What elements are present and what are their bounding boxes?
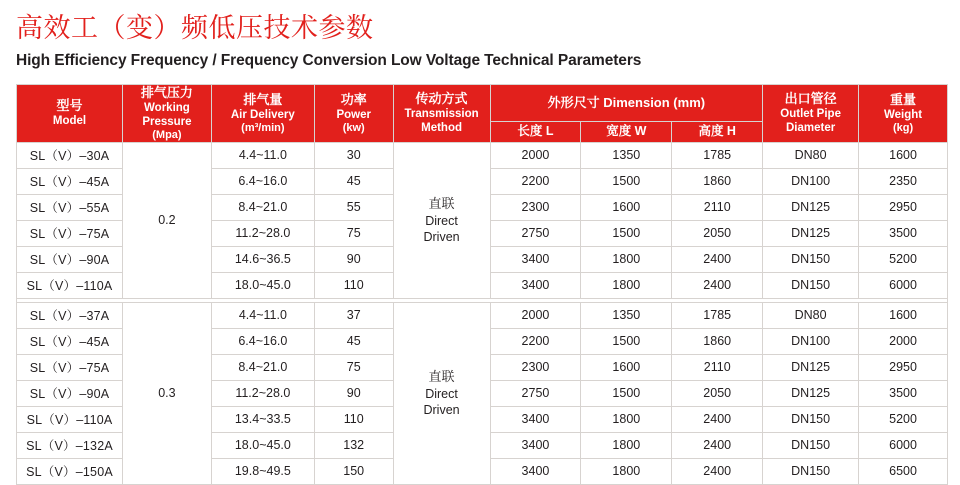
col-header-length: 长度 L [490, 121, 581, 142]
cell-length: 3400 [490, 432, 581, 458]
cell-power: 45 [314, 168, 393, 194]
cell-width: 1500 [581, 168, 672, 194]
col-header-dimension [490, 84, 763, 121]
cell-power: 110 [314, 272, 393, 298]
transmission-en-line1: Direct [425, 214, 458, 228]
cell-width: 1350 [581, 302, 672, 328]
cell-model: SL（V）–75A [17, 220, 123, 246]
cell-height: 1860 [672, 328, 763, 354]
col-header-width: 宽度 W [581, 121, 672, 142]
cell-air-delivery: 14.6~36.5 [211, 246, 314, 272]
cell-air-delivery: 4.4~11.0 [211, 142, 314, 168]
cell-air-delivery: 11.2~28.0 [211, 380, 314, 406]
cell-length: 2000 [490, 302, 581, 328]
cell-model: SL（V）–110A [17, 272, 123, 298]
cell-height: 1785 [672, 302, 763, 328]
cell-width: 1600 [581, 354, 672, 380]
cell-model: SL（V）–132A [17, 432, 123, 458]
cell-length: 2200 [490, 168, 581, 194]
col-header-pressure [123, 84, 212, 142]
col-header-model [17, 84, 123, 142]
cell-length: 2000 [490, 142, 581, 168]
cell-air-delivery: 6.4~16.0 [211, 328, 314, 354]
table-row [17, 302, 948, 328]
cell-height: 2400 [672, 246, 763, 272]
cell-working-pressure: 0.2 [123, 142, 212, 298]
col-header-air-delivery-cn: 排气量 [243, 91, 283, 107]
cell-air-delivery: 18.0~45.0 [211, 432, 314, 458]
cell-width: 1800 [581, 406, 672, 432]
col-header-power-en: Power [336, 108, 371, 121]
col-header-pressure-en: Working Pressure [142, 101, 192, 128]
col-header-weight-cn: 重量 [890, 91, 917, 107]
col-header-power [314, 84, 393, 142]
cell-power: 110 [314, 406, 393, 432]
col-header-transmission-cn: 传动方式 [415, 91, 468, 107]
cell-power: 75 [314, 220, 393, 246]
cell-weight: 3500 [859, 220, 948, 246]
col-header-pressure-cn: 排气压力 [140, 84, 193, 100]
cell-height: 1785 [672, 142, 763, 168]
cell-height: 2400 [672, 406, 763, 432]
transmission-en-line2: Driven [423, 230, 460, 245]
cell-weight: 6000 [859, 432, 948, 458]
cell-model: SL（V）–90A [17, 246, 123, 272]
cell-length: 3400 [490, 458, 581, 484]
cell-air-delivery: 8.4~21.0 [211, 194, 314, 220]
cell-length: 3400 [490, 246, 581, 272]
cell-outlet-pipe-diameter: DN150 [763, 246, 859, 272]
cell-outlet-pipe-diameter: DN80 [763, 142, 859, 168]
table-row [17, 142, 948, 168]
cell-weight: 6500 [859, 458, 948, 484]
cell-weight: 1600 [859, 142, 948, 168]
cell-outlet-pipe-diameter: DN125 [763, 380, 859, 406]
cell-air-delivery: 8.4~21.0 [211, 354, 314, 380]
cell-weight: 2350 [859, 168, 948, 194]
cell-height: 2400 [672, 458, 763, 484]
col-header-air-delivery [211, 84, 314, 142]
cell-model: SL（V）–45A [17, 168, 123, 194]
col-header-model-en: Model [52, 115, 87, 128]
technical-parameters-table [16, 84, 948, 485]
cell-air-delivery: 13.4~33.5 [211, 406, 314, 432]
transmission-cn: 直联 [428, 369, 455, 385]
cell-power: 90 [314, 380, 393, 406]
cell-air-delivery: 11.2~28.0 [211, 220, 314, 246]
cell-width: 1500 [581, 380, 672, 406]
cell-power: 30 [314, 142, 393, 168]
col-header-air-delivery-en: Air Delivery [230, 108, 295, 121]
cell-width: 1500 [581, 328, 672, 354]
cell-power: 75 [314, 354, 393, 380]
cell-working-pressure: 0.3 [123, 302, 212, 484]
cell-model: SL（V）–90A [17, 380, 123, 406]
cell-height: 2050 [672, 220, 763, 246]
page-title-en: High Efficiency Frequency / Frequency Conversion Low Voltage Technical Parameters [16, 51, 642, 69]
cell-outlet-pipe-diameter: DN100 [763, 168, 859, 194]
cell-power: 132 [314, 432, 393, 458]
col-header-height: 高度 H [672, 121, 763, 142]
cell-transmission-method [393, 142, 490, 298]
cell-length: 2750 [490, 220, 581, 246]
cell-model: SL（V）–30A [17, 142, 123, 168]
transmission-cn: 直联 [428, 196, 455, 212]
table-body [17, 142, 948, 484]
col-header-transmission [393, 84, 490, 142]
cell-length: 3400 [490, 272, 581, 298]
cell-air-delivery: 18.0~45.0 [211, 272, 314, 298]
cell-outlet-pipe-diameter: DN150 [763, 458, 859, 484]
cell-outlet-pipe-diameter: DN125 [763, 220, 859, 246]
col-header-power-unit: (kw) [342, 121, 365, 134]
cell-model: SL（V）–150A [17, 458, 123, 484]
col-header-pressure-unit: (Mpa) [152, 128, 182, 141]
col-header-power-cn: 功率 [340, 91, 367, 107]
cell-width: 1800 [581, 272, 672, 298]
col-header-outlet-en: Outlet Pipe Diameter [780, 108, 841, 135]
cell-weight: 2950 [859, 354, 948, 380]
cell-outlet-pipe-diameter: DN125 [763, 354, 859, 380]
cell-model: SL（V）–110A [17, 406, 123, 432]
transmission-en-line1: Direct [425, 387, 458, 401]
cell-weight: 1600 [859, 302, 948, 328]
cell-length: 2200 [490, 328, 581, 354]
cell-air-delivery: 19.8~49.5 [211, 458, 314, 484]
cell-height: 2400 [672, 272, 763, 298]
cell-model: SL（V）–75A [17, 354, 123, 380]
cell-model: SL（V）–45A [17, 328, 123, 354]
cell-length: 3400 [490, 406, 581, 432]
cell-power: 45 [314, 328, 393, 354]
cell-model: SL（V）–55A [17, 194, 123, 220]
cell-outlet-pipe-diameter: DN150 [763, 432, 859, 458]
header-row-1 [17, 84, 948, 121]
cell-height: 2110 [672, 194, 763, 220]
cell-model: SL（V）–37A [17, 302, 123, 328]
cell-outlet-pipe-diameter: DN100 [763, 328, 859, 354]
cell-outlet-pipe-diameter: DN150 [763, 406, 859, 432]
cell-outlet-pipe-diameter: DN80 [763, 302, 859, 328]
cell-weight: 3500 [859, 380, 948, 406]
cell-width: 1350 [581, 142, 672, 168]
col-header-air-delivery-unit: (m³/min) [241, 121, 285, 134]
page-title-cn: 高效工（变）频低压技术参数 [16, 13, 374, 43]
cell-weight: 2000 [859, 328, 948, 354]
cell-weight: 6000 [859, 272, 948, 298]
cell-power: 90 [314, 246, 393, 272]
cell-width: 1500 [581, 220, 672, 246]
table-head [17, 84, 948, 142]
cell-length: 2750 [490, 380, 581, 406]
cell-height: 2110 [672, 354, 763, 380]
cell-transmission-method [393, 302, 490, 484]
cell-power: 55 [314, 194, 393, 220]
col-header-weight [859, 84, 948, 142]
cell-height: 2050 [672, 380, 763, 406]
cell-outlet-pipe-diameter: DN125 [763, 194, 859, 220]
col-header-weight-en: Weight [883, 108, 923, 121]
cell-width: 1800 [581, 458, 672, 484]
cell-height: 1860 [672, 168, 763, 194]
cell-weight: 5200 [859, 246, 948, 272]
cell-width: 1600 [581, 194, 672, 220]
cell-air-delivery: 6.4~16.0 [211, 168, 314, 194]
cell-weight: 2950 [859, 194, 948, 220]
cell-width: 1800 [581, 432, 672, 458]
cell-power: 150 [314, 458, 393, 484]
cell-weight: 5200 [859, 406, 948, 432]
col-header-dimension-label: 外形尺寸 Dimension (mm) [547, 94, 706, 110]
transmission-en-line2: Driven [423, 403, 460, 418]
cell-power: 37 [314, 302, 393, 328]
col-header-model-cn: 型号 [56, 98, 83, 114]
cell-width: 1800 [581, 246, 672, 272]
cell-length: 2300 [490, 194, 581, 220]
col-header-outlet [763, 84, 859, 142]
cell-length: 2300 [490, 354, 581, 380]
col-header-weight-unit: (kg) [892, 121, 914, 134]
col-header-transmission-en: Transmission Method [404, 108, 479, 135]
cell-outlet-pipe-diameter: DN150 [763, 272, 859, 298]
col-header-outlet-cn: 出口管径 [784, 91, 837, 107]
cell-height: 2400 [672, 432, 763, 458]
cell-air-delivery: 4.4~11.0 [211, 302, 314, 328]
